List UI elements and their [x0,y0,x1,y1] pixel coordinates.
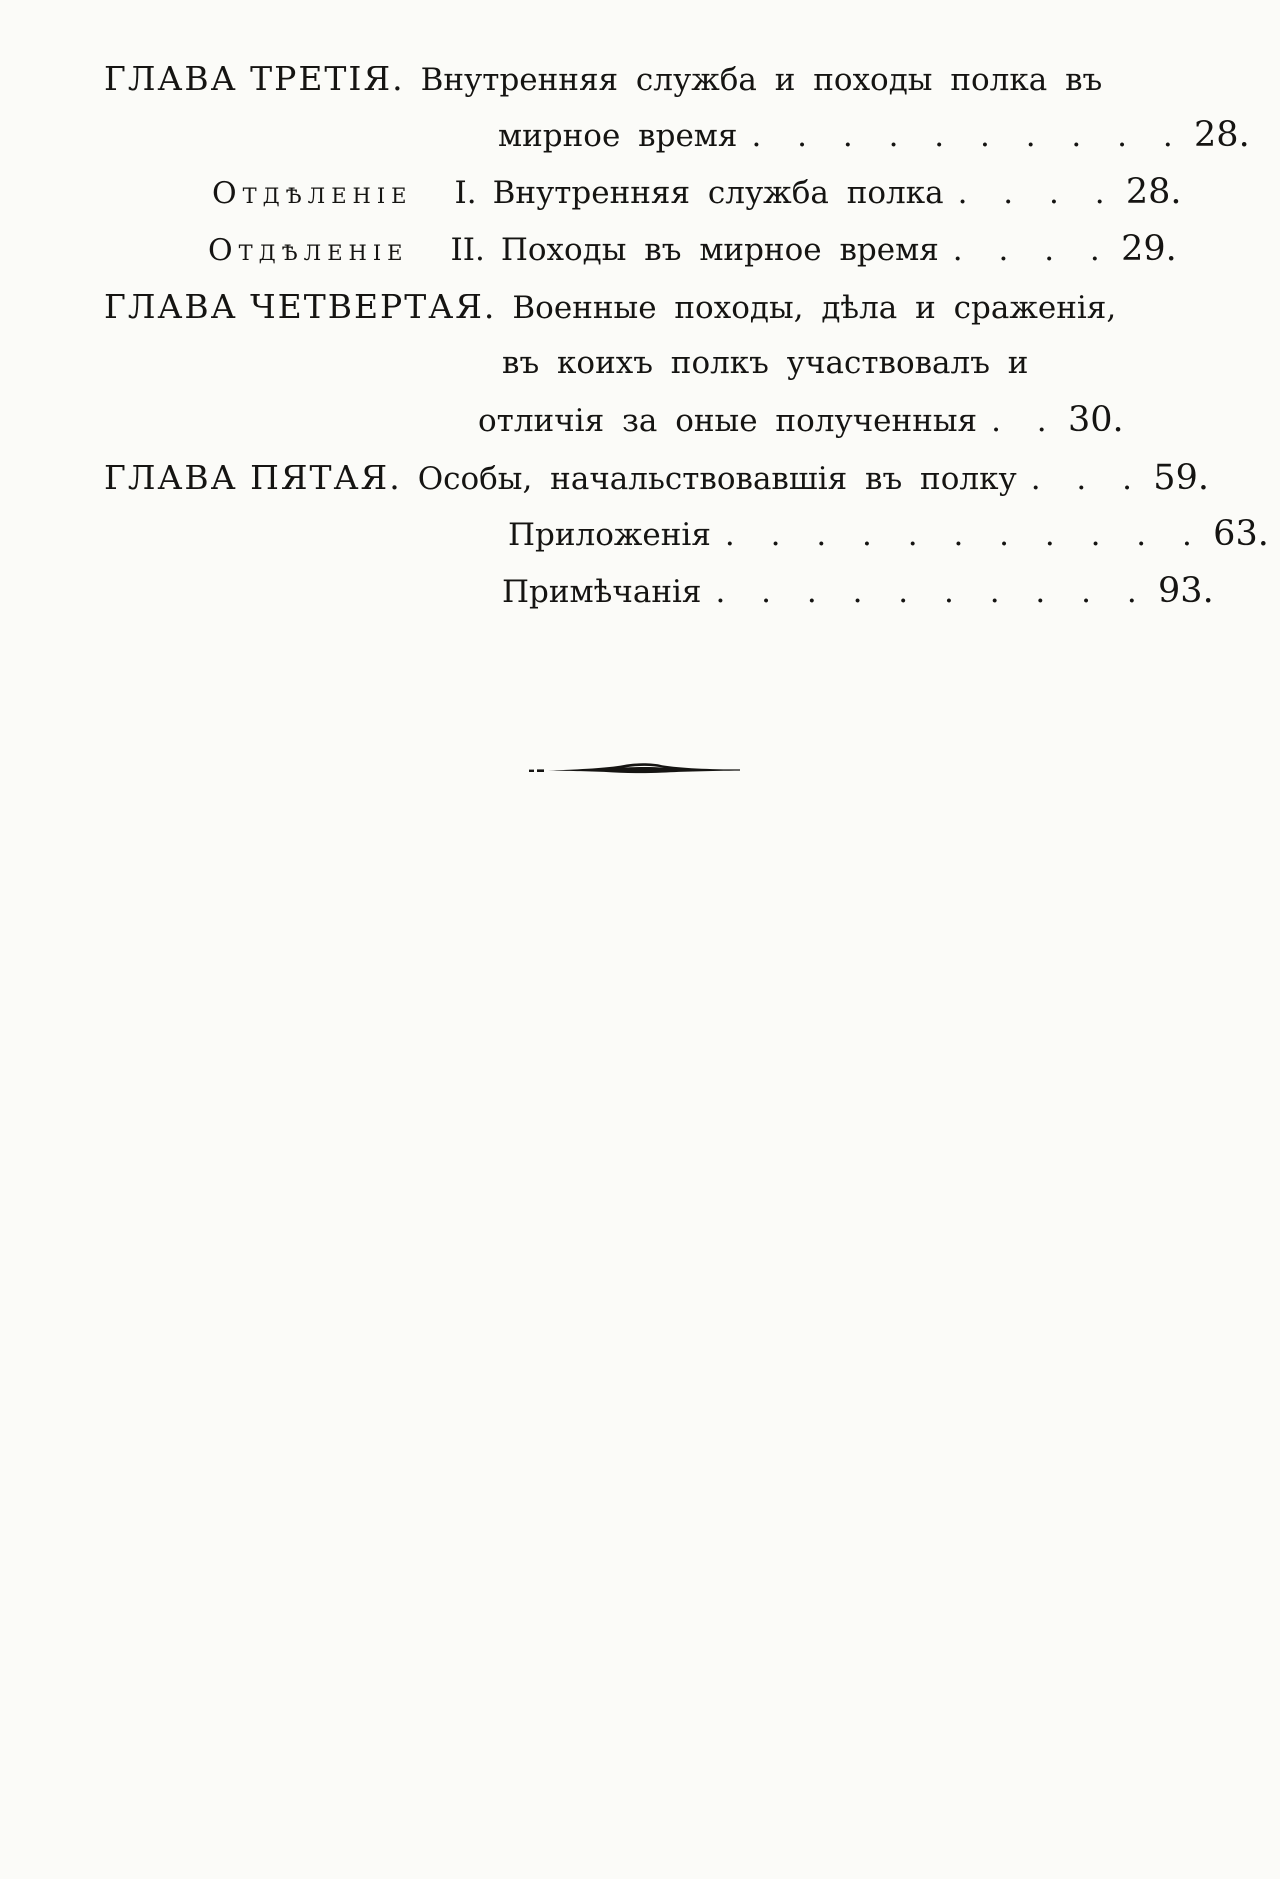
entry-text: Внутренняя служба и походы полка въ [420,62,1103,98]
toc-line-chapter-3 [104,50,1103,107]
page-number: 30. [1067,400,1124,440]
dot-leader: . . . . . . . . . . [751,118,1186,154]
chapter-heading: ГЛАВА ТРЕТІЯ. [104,59,405,98]
dot-leader: . . . . . . . . . . . [724,517,1205,553]
page-number: 63. [1213,514,1269,554]
dot-leader: . . . . [952,232,1113,268]
toc-line-chapter-4-continued [502,335,1029,392]
page-number: 28. [1194,115,1250,155]
toc-line-chapter-4-continued-2 [478,392,1124,449]
page-number: 59. [1153,458,1209,498]
swelled-rule-ornament-icon [528,760,742,778]
chapter-heading: ГЛАВА ЧЕТВЕРТАЯ. [104,287,497,326]
entry-text: отличія за оные полученныя [478,403,978,439]
page-number: 29. [1121,229,1177,269]
entry-text: мирное время [498,118,738,154]
dot-leader: . . . . . . . . . . [715,574,1150,610]
dot-leader: . . [991,403,1060,439]
toc-line-section-1 [212,164,1182,221]
toc-line-chapter-5 [104,449,1209,506]
toc-line-section-2 [208,221,1177,278]
entry-text: Походы въ мирное время [500,232,939,268]
section-numeral: I. [454,175,477,211]
section-heading: Отдѣленіе [212,176,413,211]
toc-line-appendices [508,506,1269,563]
section-heading: Отдѣленіе [208,233,409,268]
entry-text: въ коихъ полкъ участвовалъ и [502,345,1029,381]
entry-text: Внутренняя служба полка [492,175,944,211]
entry-text: Приложенія [508,517,711,553]
page-number: 93. [1158,571,1214,611]
table-of-contents [104,50,1269,620]
section-numeral: II. [450,232,485,268]
entry-text: Особы, начальствовавшія въ полку [417,461,1017,497]
toc-line-chapter-3-continued [498,107,1250,164]
page-number: 28. [1125,172,1182,212]
dot-leader: . . . . [957,175,1118,211]
toc-line-notes [502,563,1214,620]
dot-leader: . . . [1030,461,1145,497]
entry-text: Военные походы, дѣла и сраженія, [512,290,1117,326]
chapter-heading: ГЛАВА ПЯТАЯ. [104,458,402,497]
entry-text: Примѣчанія [502,574,702,610]
toc-line-chapter-4 [104,278,1117,335]
